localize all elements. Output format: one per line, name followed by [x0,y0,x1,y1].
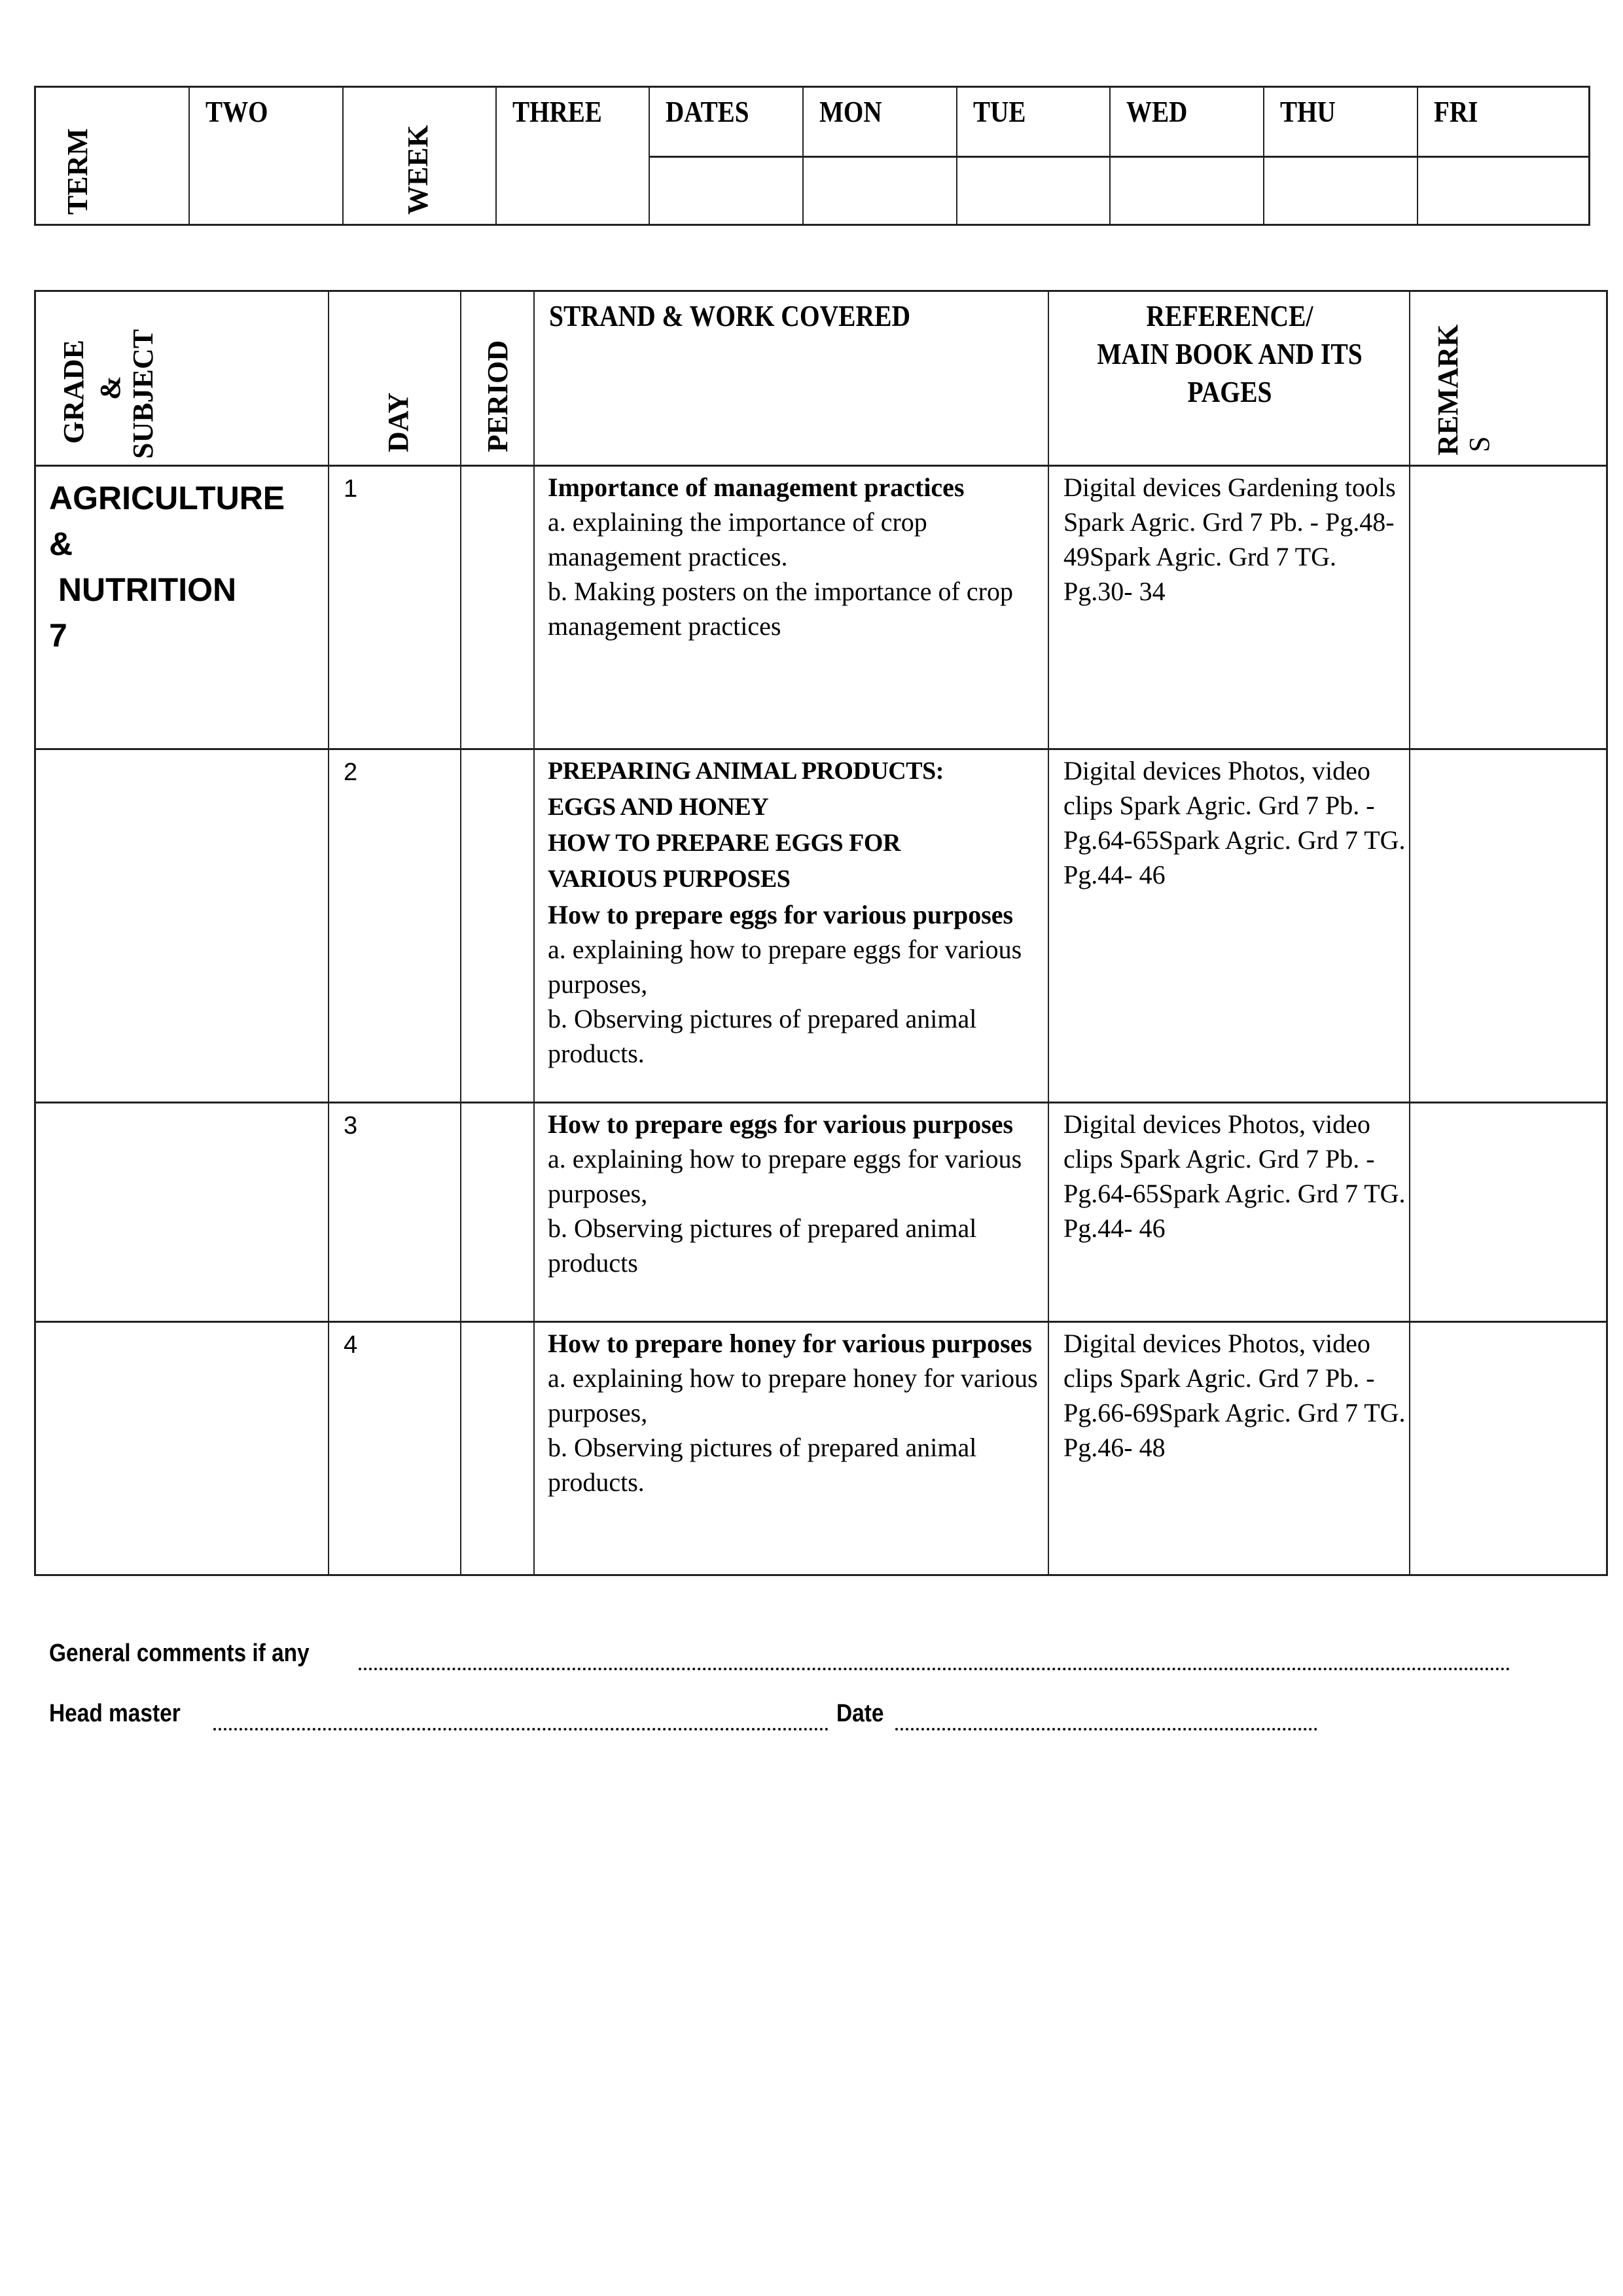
row2-strand [548,753,1045,1071]
row4-remarks[interactable] [1410,1323,1610,1576]
term-value-cell [190,88,344,224]
day-label-thu: THU [1280,95,1336,128]
week-value: THREE [512,95,602,128]
subject-line-1: AGRICULTURE [49,480,285,516]
header-subject-text: SUBJECT [127,329,159,459]
header-reference-line1: REFERENCE/ [1146,299,1313,332]
header-ampersand-text: & [94,376,126,400]
day-label-wed: WED [1126,95,1188,128]
row1-strand-item-a: a. explaining the importance of crop management practices. [548,507,927,571]
row4-strand [548,1326,1045,1499]
row2-strand-caps-1: PREPARING ANIMAL PRODUCTS: [548,757,944,785]
header-strand [535,292,1049,467]
row2-strand-item-b: b. Observing pictures of prepared animal products. [548,1004,977,1068]
day-cell-thu [1264,88,1418,224]
row2-strand-caps-3: HOW TO PREPARE EGGS FOR [548,829,901,857]
date-label: Date [836,1700,884,1727]
row1-strand-title: Importance of management practices [548,473,965,502]
term-week-table [34,86,1590,226]
date-input-wed[interactable] [1111,156,1263,224]
date-input-mon[interactable] [804,156,956,224]
week-label: WEEK [402,125,434,215]
header-strand-text: STRAND & WORK COVERED [549,299,911,332]
row2-strand-title: How to prepare eggs for various purposes [548,900,1014,929]
row3-day: 3 [344,1112,358,1139]
term-label-cell [36,88,190,224]
row1-reference: Digital devices Gardening tools Spark Agric. Grd 7 Pb. - Pg.48-49Spark Agric. Grd 7 TG. Pg.30- 34 [1063,473,1396,606]
week-value-cell [497,88,650,224]
row3-strand [548,1107,1045,1280]
row1-day: 1 [344,475,358,503]
day-cell-wed [1111,88,1264,224]
subject-cell [49,475,324,658]
row3-period[interactable] [461,1103,535,1323]
day-cell-mon [804,88,957,224]
row3-strand-item-b: b. Observing pictures of prepared animal products [548,1213,977,1278]
row2-day: 2 [344,759,358,786]
dates-label: DATES [666,95,749,128]
header-remarks [1410,292,1610,467]
header-grade-text: GRADE [58,340,90,444]
header-reference-line3: PAGES [1187,375,1272,408]
date-input-thu[interactable] [1264,156,1417,224]
row4-reference: Digital devices Photos, video clips Spark Agric. Grd 7 Pb. - Pg.66-69Spark Agric. Grd 7 TG. Pg.46- 48 [1063,1329,1406,1462]
row2-strand-item-a: a. explaining how to prepare eggs for various purposes, [548,935,1022,999]
row2-reference: Digital devices Photos, video clips Spark Agric. Grd 7 Pb. - Pg.64-65Spark Agric. Grd 7 TG. Pg.44- 46 [1063,756,1406,889]
day-label-tue: TUE [973,95,1026,128]
term-label: TERM [62,128,94,215]
row1-period[interactable] [461,467,535,750]
header-reference-line2: MAIN BOOK AND ITS [1097,337,1363,370]
row3-remarks[interactable] [1410,1103,1610,1323]
header-remarks-line2: S [1463,436,1495,452]
general-comments-field[interactable] [359,1668,1510,1670]
row4-strand-title: How to prepare honey for various purposes [548,1329,1033,1358]
row2-strand-caps-4: VARIOUS PURPOSES [548,865,791,893]
header-grade-subject [36,292,329,467]
date-input-dates[interactable] [650,156,802,224]
dates-cell [650,88,804,224]
subject-line-2: & [49,526,73,562]
row3-strand-title: How to prepare eggs for various purposes [548,1109,1014,1139]
date-input-fri[interactable] [1418,156,1588,224]
header-day-text: DAY [382,392,414,452]
header-day [329,292,461,467]
day-cell-tue [957,88,1111,224]
subject-line-4: 7 [49,617,67,654]
row1-strand [548,470,1045,643]
row4-day: 4 [344,1331,358,1359]
row4-strand-item-b: b. Observing pictures of prepared animal products. [548,1433,977,1497]
row4-strand-item-a: a. explaining how to prepare honey for various purposes, [548,1363,1038,1427]
row4-period[interactable] [461,1323,535,1576]
day-label-mon: MON [819,95,882,128]
term-value: TWO [205,95,268,128]
header-remarks-line1: REMARK [1432,324,1464,456]
general-comments-label: General comments if any [49,1640,310,1667]
row2-remarks[interactable] [1410,750,1610,1103]
headmaster-label: Head master [49,1700,181,1727]
date-input-tue[interactable] [957,156,1109,224]
row1-strand-item-b: b. Making posters on the importance of crop management practices [548,577,1013,641]
headmaster-signature-field[interactable] [213,1728,829,1731]
week-label-cell [344,88,497,224]
header-period-text: PERIOD [482,340,514,452]
subject-line-3: NUTRITION [49,571,237,608]
row3-reference: Digital devices Photos, video clips Spark Agric. Grd 7 Pb. - Pg.64-65Spark Agric. Grd 7 TG. Pg.44- 46 [1063,1109,1406,1243]
scheme-of-work-table [34,290,1608,1576]
row2-strand-caps-2: EGGS AND HONEY [548,793,769,821]
row3-strand-item-a: a. explaining how to prepare eggs for various purposes, [548,1144,1022,1208]
row1-remarks[interactable] [1410,467,1610,750]
header-period [461,292,535,467]
row2-period[interactable] [461,750,535,1103]
day-label-fri: FRI [1434,95,1478,128]
day-cell-fri [1418,88,1588,224]
header-reference [1049,292,1410,467]
date-field[interactable] [895,1728,1317,1731]
